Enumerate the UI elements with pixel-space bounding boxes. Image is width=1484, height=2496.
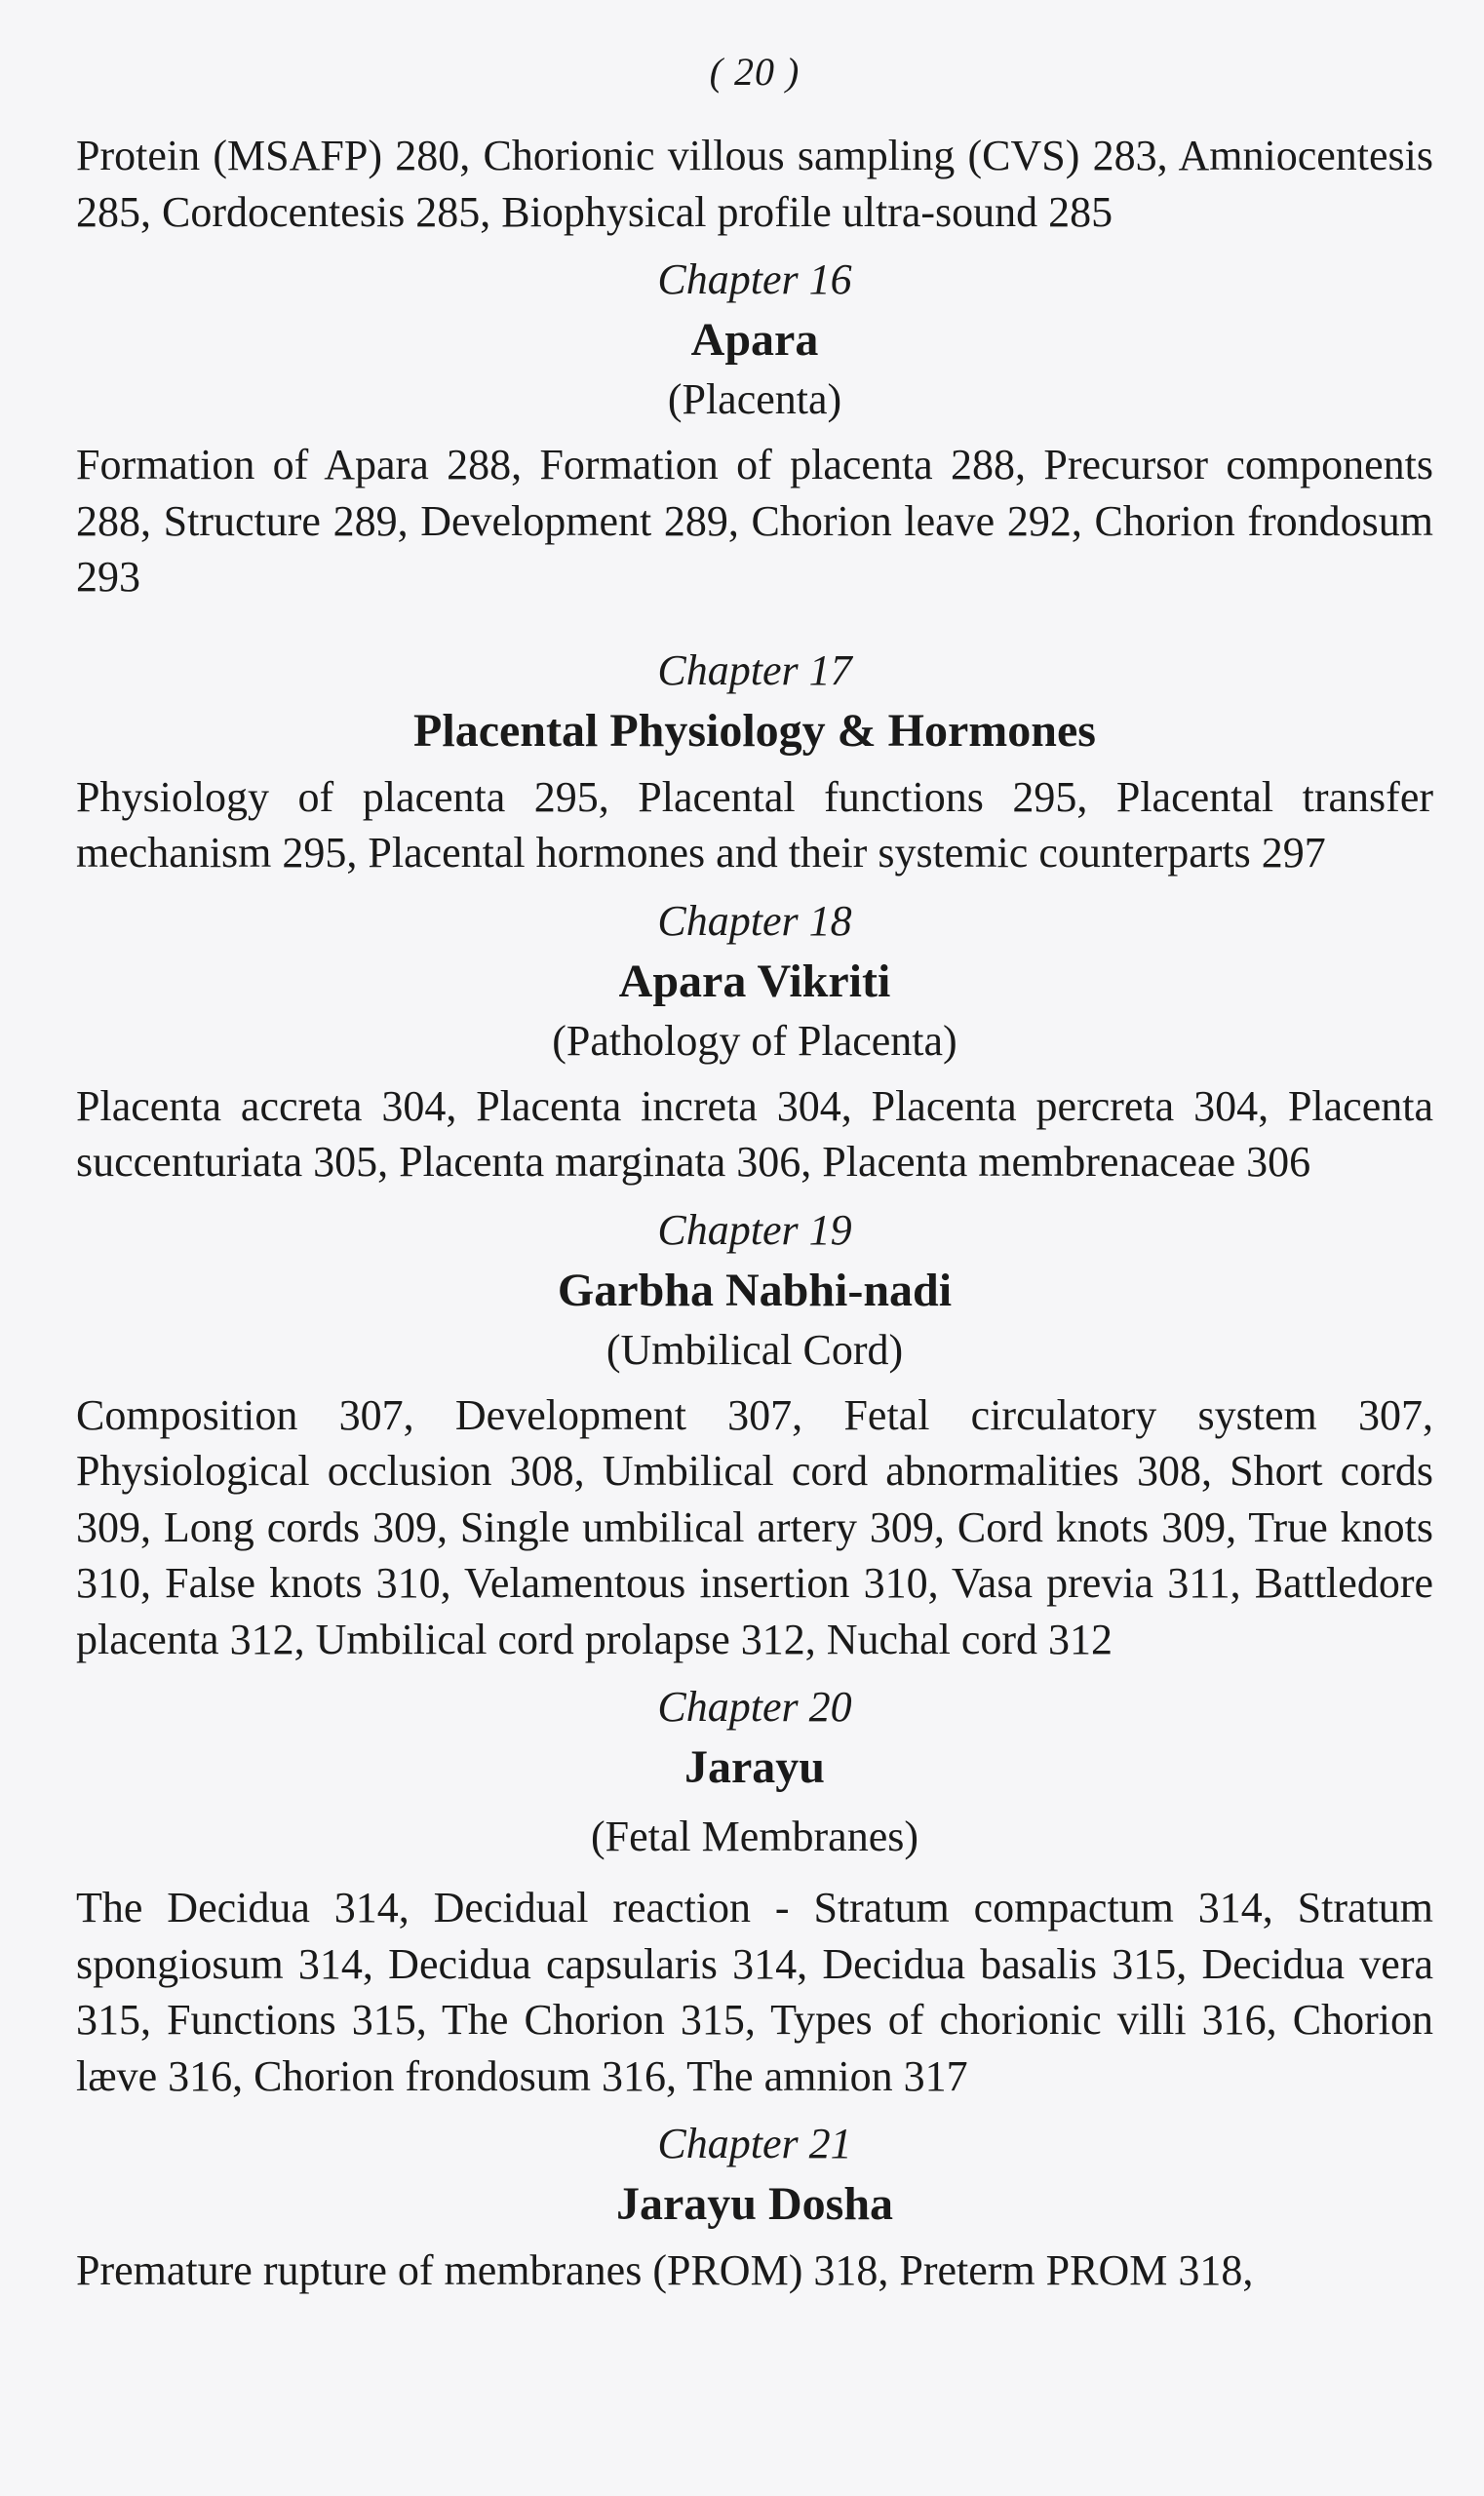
intro-paragraph: Protein (MSAFP) 280, Chorionic villous sampling (CVS) 283, Amniocentesis 285, Cordocentesis 285, Biophysical profile ultra-sound 285 — [76, 132, 1433, 236]
chapter-subtitle: (Fetal Membranes) — [591, 1813, 918, 1860]
chapter-contents: Placenta accreta 304, Placenta increta 304, Placenta percreta 304, Placenta succenturiata 305, Placenta marginata 306, Placenta membrenaceae 306 — [76, 1081, 1433, 1186]
chapter-title: Jarayu — [684, 1741, 825, 1793]
chapter-label: Chapter 17 — [657, 645, 852, 694]
chapter-16-section — [76, 250, 1433, 605]
chapter-label: Chapter 20 — [657, 1683, 852, 1731]
chapter-20-section — [76, 1677, 1433, 2104]
page-number: ( 20 ) — [709, 50, 801, 94]
chapter-contents: Composition 307, Development 307, Fetal circulatory system 307, Physiological occlusion 308, Umbilical cord abnormalities 308, Short cords 309, Long cords 309, Single umbilical artery 309, Cord knots 309, True knots 310, False knots 310, Velamentous insertion 310, Vasa previa 311, Battledore placenta 312, Umbilical cord prolapse 312, Nuchal cord 312 — [76, 1390, 1433, 1663]
chapter-title: Apara Vikriti — [618, 955, 891, 1007]
chapter-subtitle: (Pathology of Placenta) — [552, 1016, 957, 1065]
chapter-label: Chapter 19 — [657, 1205, 852, 1254]
chapter-label: Chapter 16 — [657, 255, 852, 303]
chapter-17-section — [76, 641, 1433, 881]
chapter-title: Apara — [690, 314, 819, 366]
chapter-contents: Formation of Apara 288, Formation of placenta 288, Precursor components 288, Structure 289, Development 289, Chorion leave 292, Chorion frondosum 293 — [76, 441, 1433, 601]
chapter-21-section — [76, 2114, 1433, 2299]
chapter-subtitle: (Umbilical Cord) — [605, 1325, 904, 1374]
chapter-title: Placental Physiology & Hormones — [413, 704, 1096, 757]
chapter-18-section — [76, 891, 1433, 1190]
chapter-contents: Physiology of placenta 295, Placental functions 295, Placental transfer mechanism 295, Placental hormones and their systemic counterparts 297 — [76, 772, 1433, 877]
chapter-contents: Premature rupture of membranes (PROM) 318, Preterm PROM 318, — [76, 2246, 1254, 2294]
chapter-title: Jarayu Dosha — [615, 2178, 894, 2230]
chapter-contents: The Decidua 314, Decidual reaction - Stratum compactum 314, Stratum spongiosum 314, Decidua capsularis 314, Decidua basalis 315, Decidua vera 315, Functions 315, The Chorion 315, Types of chorionic villi 316, Chorion læve 316, Chorion frondosum 316, The amnion 317 — [76, 1884, 1433, 2100]
document-page — [76, 49, 1433, 2299]
chapter-19-section — [76, 1200, 1433, 1668]
chapter-label: Chapter 18 — [657, 896, 852, 945]
chapter-label: Chapter 21 — [657, 2120, 852, 2167]
chapter-title: Garbha Nabhi-nadi — [557, 1264, 953, 1316]
chapter-subtitle: (Placenta) — [667, 375, 842, 423]
